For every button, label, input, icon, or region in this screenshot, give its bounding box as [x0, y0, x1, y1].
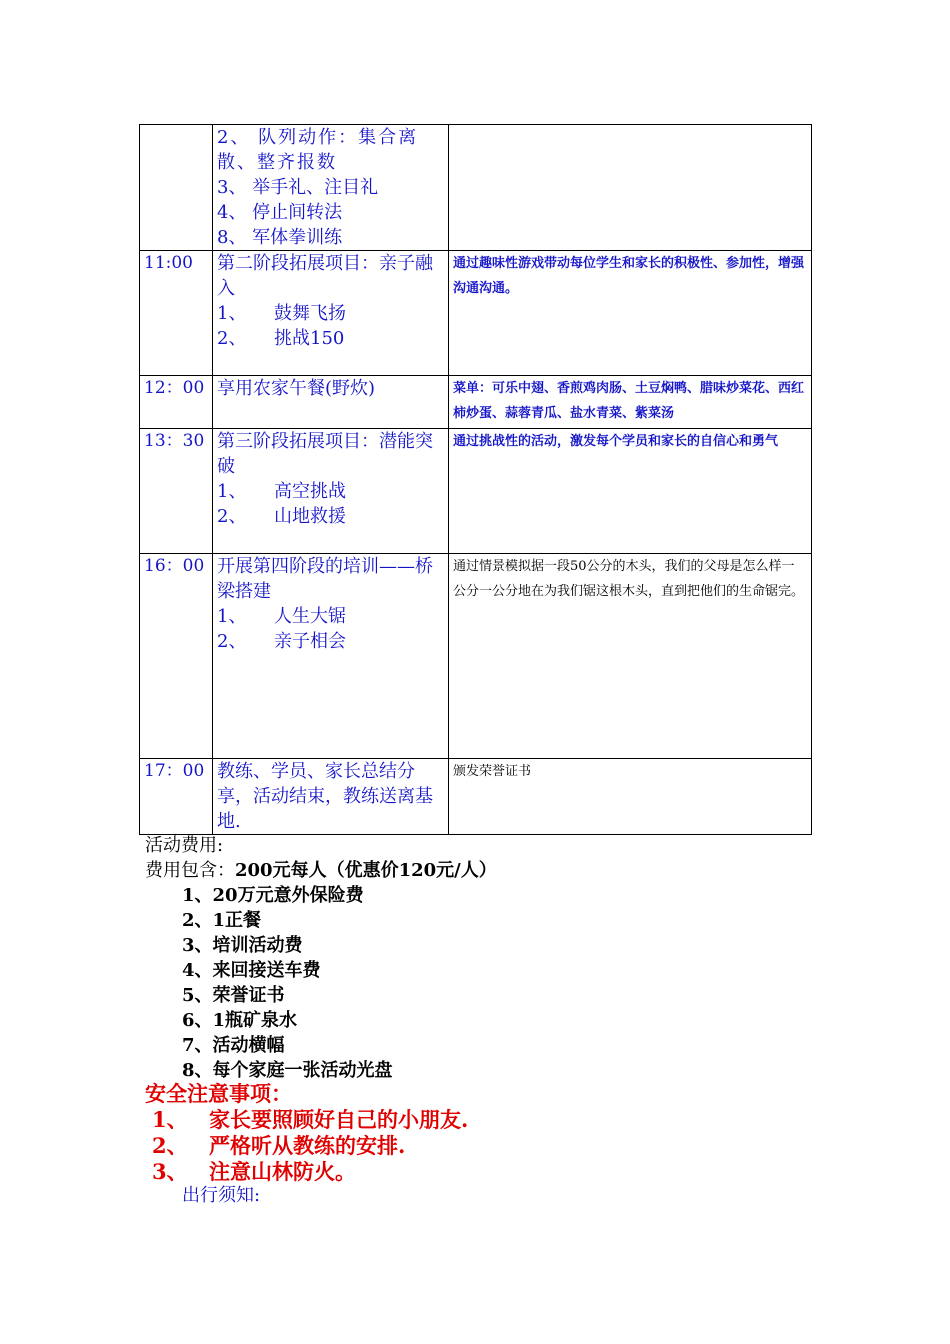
activity-item: 8、 军体拳训练: [217, 227, 343, 248]
activity-title: 第三阶段拓展项目：潜能突破: [217, 431, 433, 477]
list-item: 2、 严格听从教练的安排.: [152, 1133, 406, 1158]
activity-item: 1、 人生大锯: [217, 606, 346, 627]
fees-include-value: 200元每人（优惠价120元/人）: [235, 860, 497, 881]
time-cell: 17：00: [140, 759, 213, 835]
list-item: 3、培训活动费: [182, 935, 303, 956]
description-cell: 通过挑战性的活动，激发每个学员和家长的自信心和勇气: [449, 429, 812, 554]
time-cell: 16：00: [140, 554, 213, 759]
safety-list: [145, 1107, 468, 1185]
schedule-table: [139, 124, 812, 835]
time-cell: 13：30: [140, 429, 213, 554]
activity-item: 4、 停止间转法: [217, 202, 343, 223]
activity-item: 2、 亲子相会: [217, 631, 346, 652]
list-item: 4、来回接送车费: [182, 960, 321, 981]
list-item: 6、1瓶矿泉水: [182, 1010, 298, 1031]
fees-section: [145, 833, 497, 1083]
table-row: [140, 376, 812, 429]
fees-list: [145, 883, 497, 1083]
fees-heading: 活动费用:: [145, 835, 224, 856]
activity-title: 第二阶段拓展项目：亲子融入: [217, 253, 433, 299]
activity-item: 2、 挑战150: [217, 328, 345, 349]
activity-cell: [213, 554, 449, 759]
activity-title: 教练、学员、家长总结分享，活动结束，教练送离基地.: [217, 761, 433, 832]
description-cell: 通过情景模拟据一段50公分的木头，我们的父母是怎么样一公分一公分地在为我们锯这根木头，直到把他们的生命锯完。: [449, 554, 812, 759]
activity-item: 2、 山地救援: [217, 506, 346, 527]
table-row: [140, 429, 812, 554]
activity-title: 开展第四阶段的培训——桥梁搭建: [217, 556, 433, 602]
activity-item: 1、 高空挑战: [217, 481, 346, 502]
time-cell: 11:00: [140, 251, 213, 376]
activity-item: 3、 举手礼、注目礼: [217, 177, 379, 198]
safety-heading: 安全注意事项：: [145, 1081, 292, 1106]
list-item: 2、1正餐: [182, 910, 262, 931]
description-cell: 通过趣味性游戏带动每位学生和家长的积极性、参加性，增强沟通沟通。: [449, 251, 812, 376]
table-row: [140, 554, 812, 759]
fees-include-label: 费用包含：: [145, 860, 235, 881]
description-cell: [449, 125, 812, 251]
fees-include-line: [145, 858, 497, 883]
list-item: 1、 家长要照顾好自己的小朋友.: [152, 1107, 469, 1132]
activity-cell: [213, 125, 449, 251]
table-row: [140, 125, 812, 251]
table-row: [140, 759, 812, 835]
description-cell: 颁发荣誉证书: [449, 759, 812, 835]
activity-cell: [213, 429, 449, 554]
list-item: 5、荣誉证书: [182, 985, 285, 1006]
activity-item: 2、 队列动作：集合离散、整齐报数: [217, 127, 419, 173]
description-cell: 菜单：可乐中翅、香煎鸡肉肠、土豆焖鸭、腊味炒菜花、西红柿炒蛋、蒜蓉青瓜、盐水青菜、紫菜汤: [449, 376, 812, 429]
travel-notice-heading: 出行须知:: [182, 1185, 261, 1206]
list-item: 3、 注意山林防火。: [152, 1159, 356, 1184]
time-cell: 12：00: [140, 376, 213, 429]
activity-item: 1、 鼓舞飞扬: [217, 303, 346, 324]
activity-cell: [213, 759, 449, 835]
activity-cell: [213, 376, 449, 429]
list-item: 1、20万元意外保险费: [182, 885, 364, 906]
list-item: 7、活动横幅: [182, 1035, 285, 1056]
activity-title: 享用农家午餐(野炊): [217, 378, 376, 399]
time-cell: [140, 125, 213, 251]
list-item: 8、每个家庭一张活动光盘: [182, 1060, 393, 1081]
safety-section: [145, 1081, 468, 1185]
table-row: [140, 251, 812, 376]
activity-cell: [213, 251, 449, 376]
